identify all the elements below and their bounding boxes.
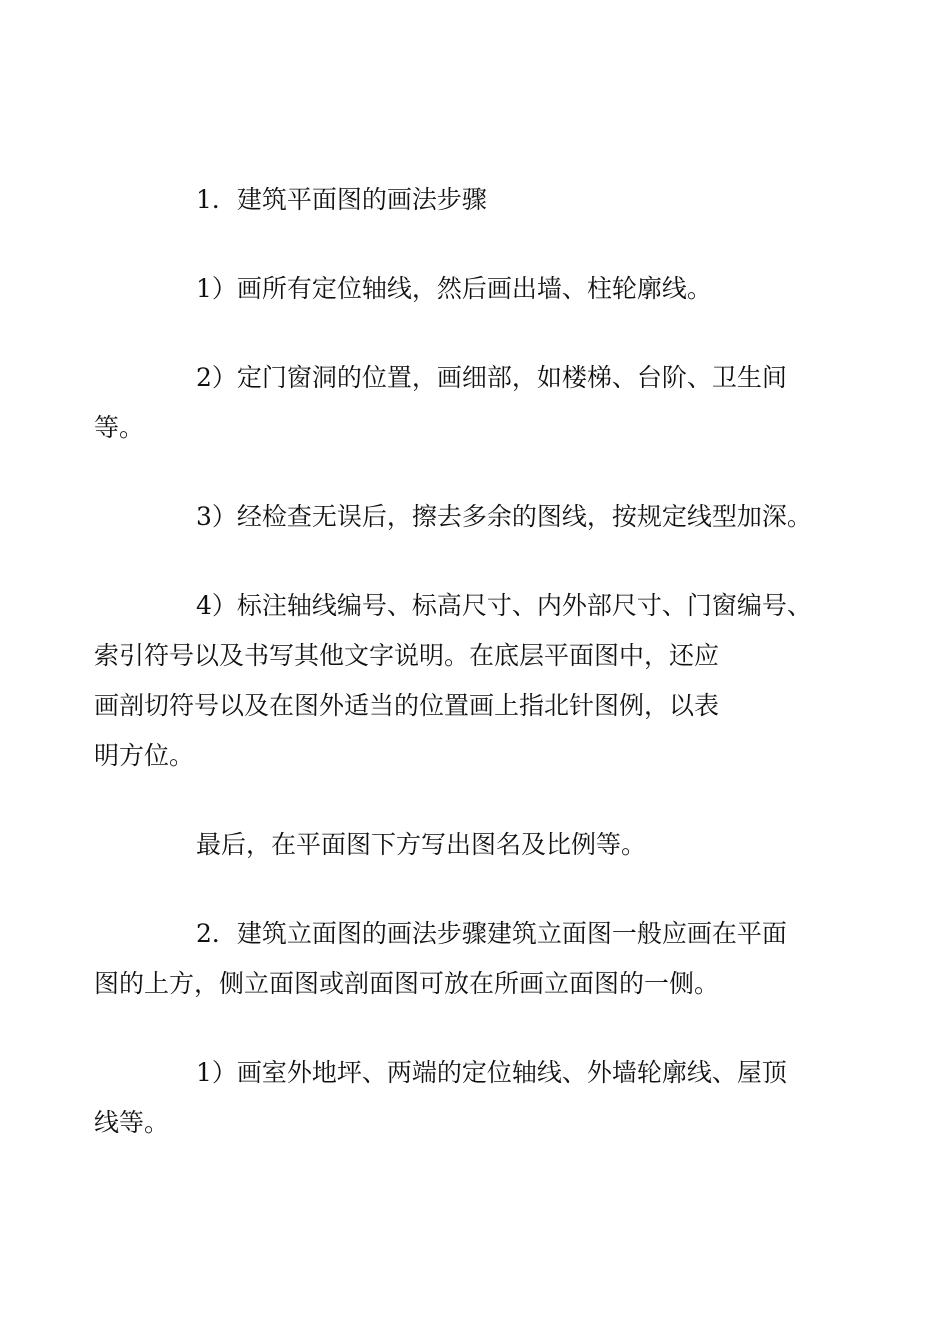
paragraph-step-3 [145, 492, 813, 542]
text-line: 最后，在平面图下方写出图名及比例等。 [196, 830, 647, 859]
paragraph-step-1 [145, 264, 813, 314]
paragraph-final-step [145, 820, 813, 870]
text-line: 图的上方，侧立面图或剖面图可放在所画立面图的一侧。 [94, 969, 720, 998]
text-line: 1．建筑平面图的画法步骤 [196, 185, 487, 214]
text-line: 3）经检查无误后，擦去多余的图线，按规定线型加深。 [196, 502, 812, 531]
text-line: 1）画室外地坪、两端的定位轴线、外墙轮廓线、屋顶 [196, 1058, 787, 1087]
text-line: 等。 [94, 413, 145, 442]
document-body [94, 175, 813, 1187]
paragraph-step-2 [94, 353, 813, 453]
text-line: 2）定门窗洞的位置，画细部，如楼梯、台阶、卫生间 [196, 363, 787, 392]
text-line: 4）标注轴线编号、标高尺寸、内外部尺寸、门窗编号、 [196, 591, 812, 620]
paragraph-step-4 [94, 581, 813, 781]
text-line: 1）画所有定位轴线，然后画出墙、柱轮廓线。 [196, 274, 712, 303]
text-line: 线等。 [94, 1108, 170, 1137]
paragraph-heading-elevation [94, 909, 813, 1009]
text-line: 画剖切符号以及在图外适当的位置画上指北针图例，以表 [94, 691, 720, 720]
text-line: 2．建筑立面图的画法步骤建筑立面图一般应画在平面 [196, 919, 787, 948]
text-line: 索引符号以及书写其他文字说明。在底层平面图中，还应 [94, 641, 720, 670]
paragraph-heading-floor-plan [145, 175, 813, 225]
text-line: 明方位。 [94, 741, 195, 770]
paragraph-elevation-step-1 [94, 1048, 813, 1148]
